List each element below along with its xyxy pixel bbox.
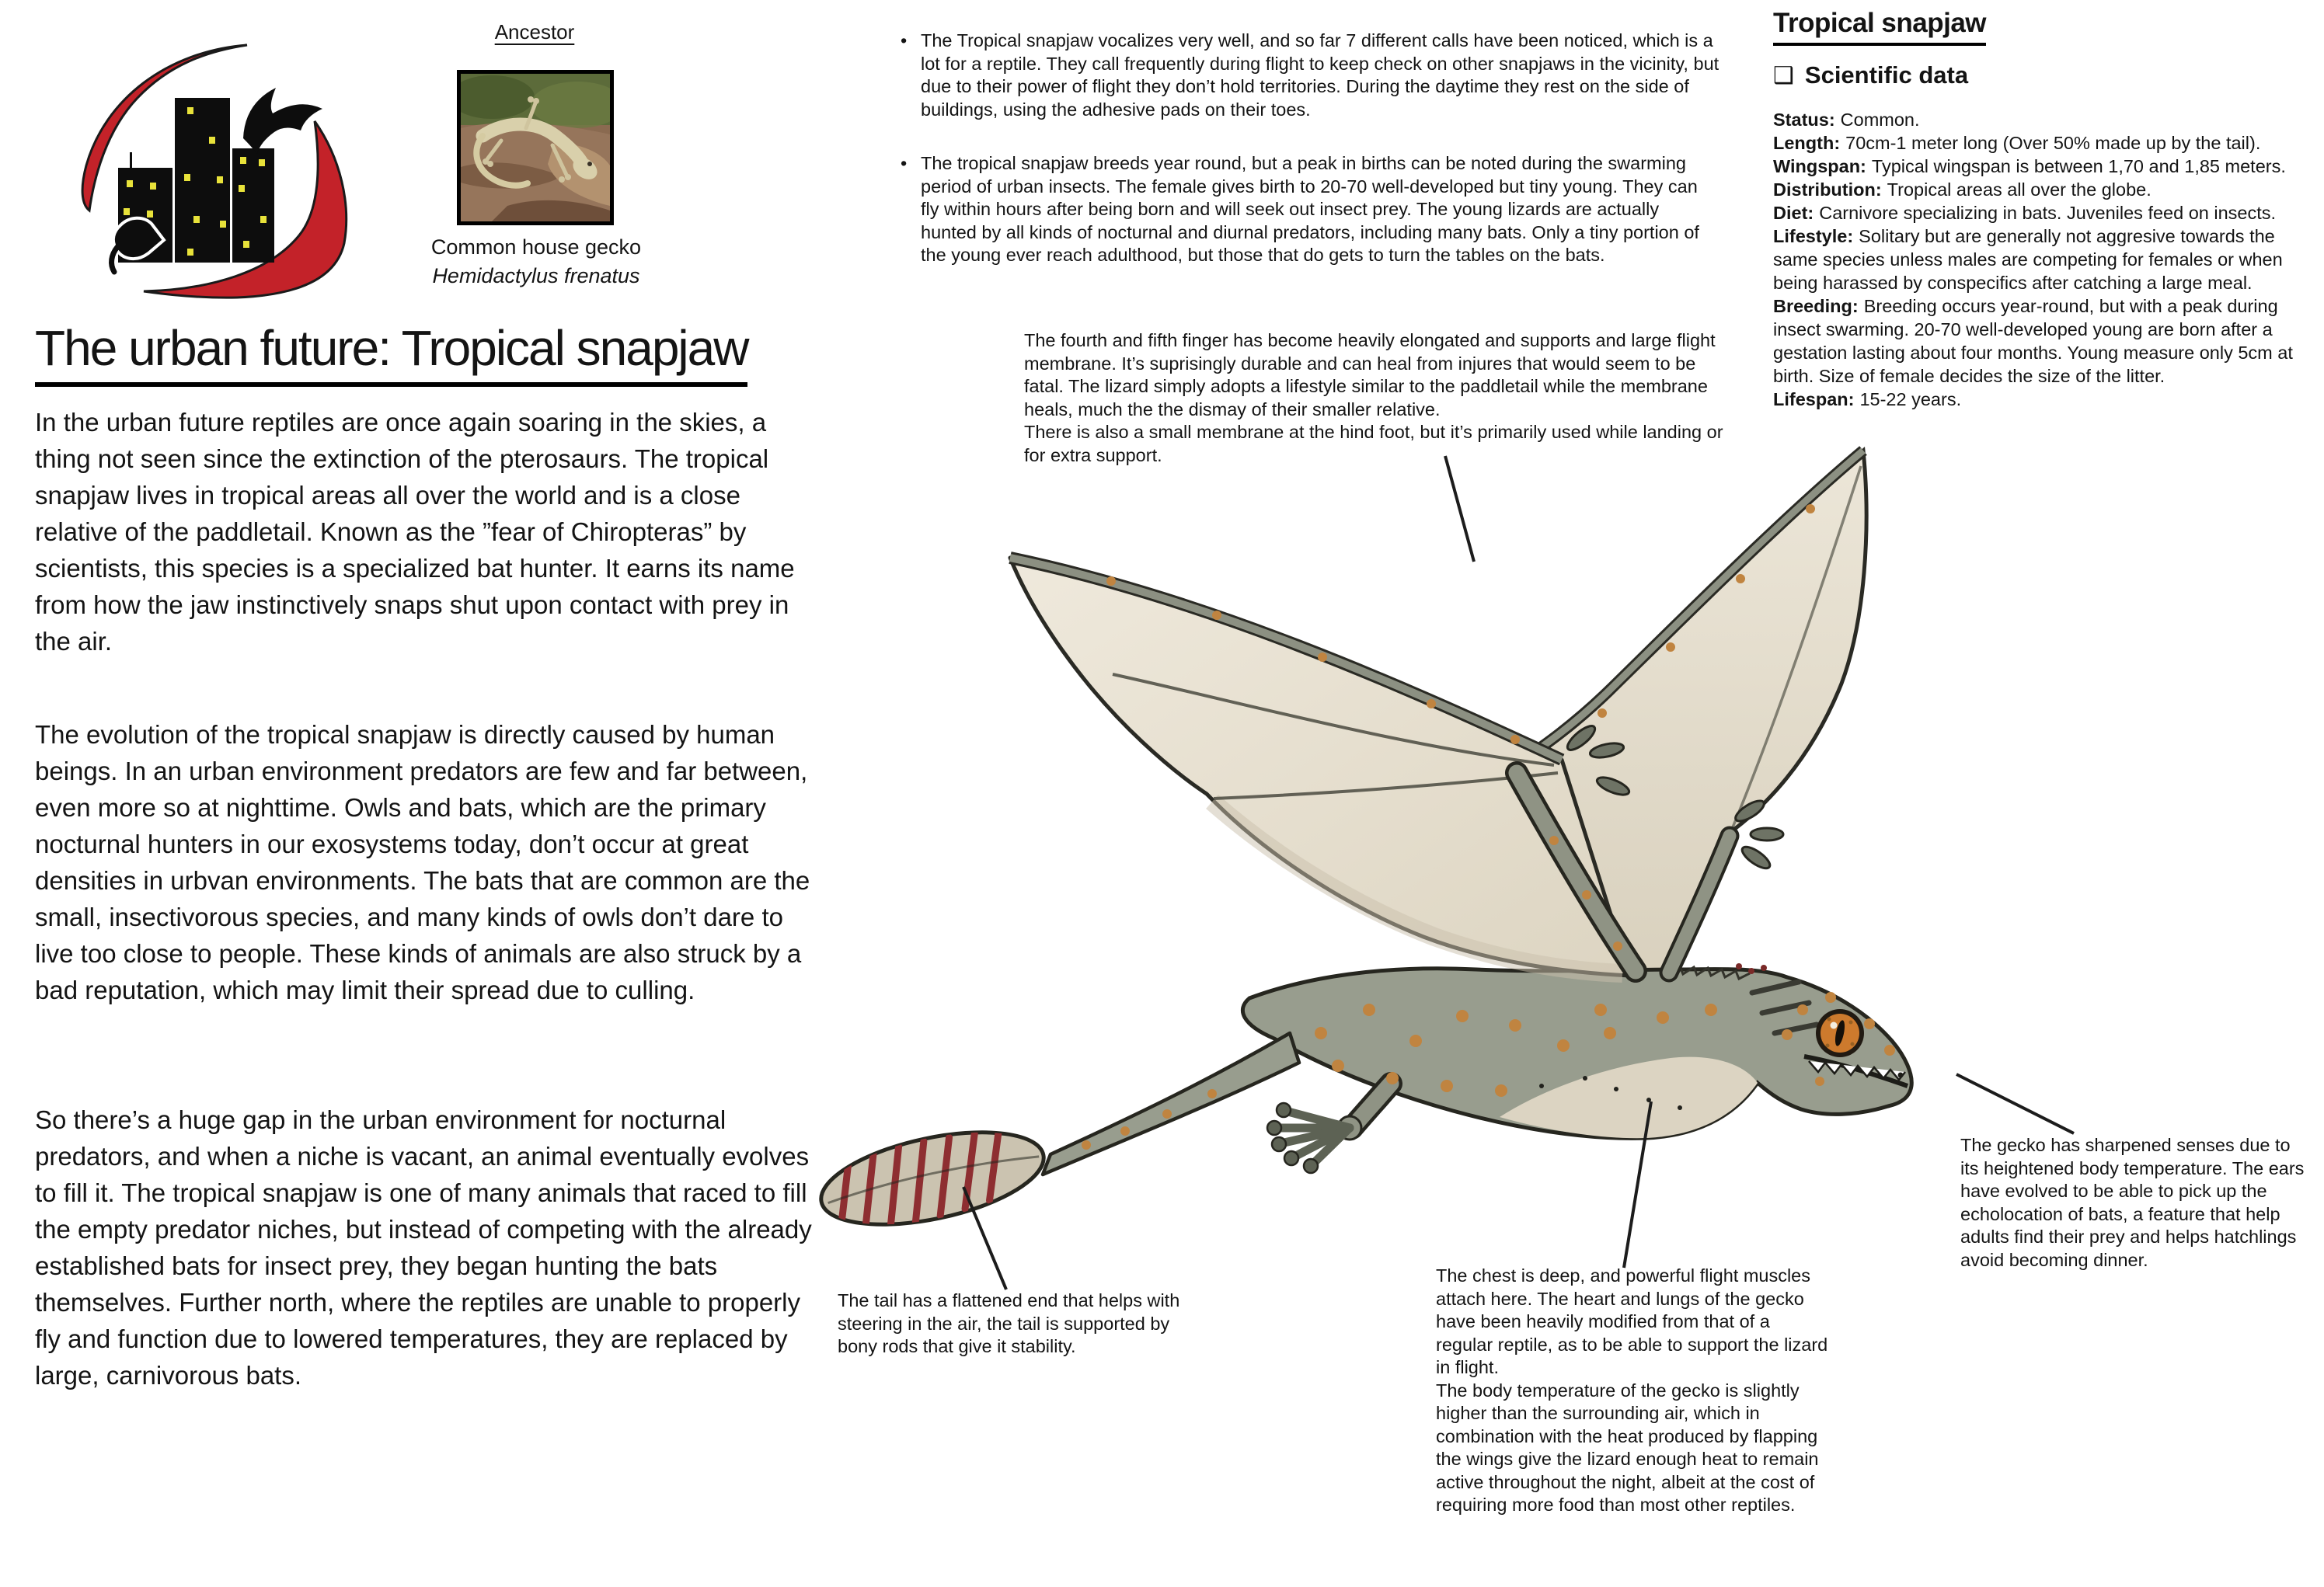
creature-body xyxy=(1242,963,1911,1138)
gecko-photo-graphic xyxy=(461,74,610,221)
wing-annotation xyxy=(1024,329,1733,467)
logo-bird-icon xyxy=(243,88,322,154)
fact-bullet-1: • The Tropical snapjaw vocalizes very well, and so far 7 different calls have been noticed, which is a lot for a reptile. They call frequently during flight to keep check on other snapjaws in the vicinity, but due to their power of flight they don’t hold territories. During the daytime they rest on the side of buildings, using the adhesive pads on their toes. xyxy=(897,30,1719,121)
urban-future-logo xyxy=(43,22,354,317)
senses-pointer-line xyxy=(1956,1074,2074,1133)
sci-breeding: Breeding: Breeding occurs year-round, but with a peak during insect swarming. 20-70 well-developed young are born after a gestation lasting about four months. Young measure only 5cm at birth. Size of female decides the size of the litter. xyxy=(1773,296,2293,386)
tail-annotation: The tail has a flattened end that helps with steering in the air, the tail is supported by bony rods that give it stability. xyxy=(838,1290,1180,1356)
sci-distribution: Distribution: Tropical areas all over the globe. xyxy=(1773,179,2152,200)
checkbox-icon: ❑ xyxy=(1773,62,1794,89)
sci-lifestyle: Lifestyle: Solitary but are generally not aggresive towards the same species unless males are competing for females or when being harassed by conspecifics after catching a large meal. xyxy=(1773,226,2283,293)
scientific-data-list xyxy=(1773,108,2323,411)
ancestor-caption xyxy=(385,233,688,291)
scientific-data-panel xyxy=(1773,8,2323,411)
page-title: The urban future: Tropical snapjaw xyxy=(35,320,747,387)
sci-diet: Diet: Carnivore specializing in bats. Juveniles feed on insects. xyxy=(1773,203,2277,223)
intro-paragraph-3: So there’s a huge gap in the urban environment for nocturnal predators, and when a niche is vacant, an animal eventually evolves to fill it. The tropical snapjaw is one of many animals that raced to fill the empty predator niches, but instead of competing with the already established bats for insect prey, they began hunting the bats themselves. Further north, where the reptiles are unable to properly fly and function due to lowered temperatures, they are replaced by large, carnivorous bats. xyxy=(35,1105,812,1390)
chest-annotation-p1: The chest is deep, and powerful flight muscles attach here. The heart and lungs of the gecko have been heavily modified from that of a regular reptile, as to be able to support the lizard in flight. xyxy=(1436,1265,1828,1377)
wing-annotation-p1: The fourth and fifth finger has become heavily elongated and supports and large flight membrane. It’s suprisingly durable and can heal from injures that would seem to be fatal. The lizard simply adopts a lifestyle similar to the paddletail while the membrane heals, much the the dismay of their smaller relative. xyxy=(1024,330,1716,419)
fact-bullet-2: • The tropical snapjaw breeds year round, but a peak in births can be noted during the swarming period of urban insects. The female gives birth to 20-70 well-developed but tiny young. They can fly within hours after being born and will seek out insect prey. The young lizards are actually hunted by all kinds of nocturnal and diurnal predators, including many bats. Only a tiny portion of the young ever reach adulthood, but those that do gets to turn the tables on the bats. xyxy=(897,152,1719,267)
chest-annotation xyxy=(1436,1265,1831,1517)
near-wing xyxy=(1010,558,1630,976)
hind-leg xyxy=(1267,1084,1391,1173)
wing-annotation-p2: There is also a small membrane at the hind foot, but it’s primarily used while landing or for extra support. xyxy=(1024,422,1723,465)
nostril xyxy=(1898,1073,1904,1078)
sidebar-heading: Tropical snapjaw xyxy=(1773,8,1986,46)
senses-annotation: The gecko has sharpened senses due to its heightened body temperature. The ears have evolved to be able to pick up the echolocation of bats, a feature that help adults find their prey and helps hatchlings avoid becoming dinner. xyxy=(1960,1135,2305,1270)
intro-paragraph-1: In the urban future reptiles are once again soaring in the skies, a thing not seen since the extinction of the pterosaurs. The tropical snapjaw lives in tropical areas all over the world and is a close relative of the paddletail. Known as the ”fear of Chiropteras” by scientists, this species is a specialized bat hunter. It earns its name from how the jaw instinctively snaps shut upon contact with prey in the air. xyxy=(35,408,795,656)
sci-wingspan: Wingspan: Typical wingspan is between 1,70 and 1,85 meters. xyxy=(1773,156,2286,176)
sidebar-section-label: Scientific data xyxy=(1804,61,1969,89)
ancestor-photo xyxy=(457,70,614,225)
sci-length: Length: 70cm-1 meter long (Over 50% made up by the tail). xyxy=(1773,133,2261,153)
ancestor-label: Ancestor xyxy=(494,20,575,44)
wing-pointer-line xyxy=(1445,456,1474,562)
chest-annotation-p2: The body temperature of the gecko is slightly higher than the surrounding air, which in combination with the heat produced by flapping the wings give the lizard enough heat to remain active throughout the night, albeit at the cost of requiring more food than most other reptiles. xyxy=(1436,1380,1819,1515)
intro-paragraph-2: The evolution of the tropical snapjaw is directly caused by human beings. In an urban environment predators are few and far between, even more so at nighttime. Owls and bats, which are the primary nocturnal hunters in our exosystems today, don’t occur at great densities in urbvan environments. The bats that are common are the small, insectivorous species, and many kinds of owls don’t dare to live too close to people. These kinds of animals are also struck by a bad reputation, which may limit their spread due to culling. xyxy=(35,720,810,1004)
sidebar-section-title xyxy=(1773,61,2323,89)
ancestor-latin-name: Hemidactylus frenatus xyxy=(432,264,640,287)
sci-lifespan: Lifespan: 15-22 years. xyxy=(1773,389,1962,409)
tail-and-paddle xyxy=(813,1033,1299,1241)
ancestor-common-name: Common house gecko xyxy=(430,235,642,259)
sci-status: Status: Common. xyxy=(1773,110,1920,130)
